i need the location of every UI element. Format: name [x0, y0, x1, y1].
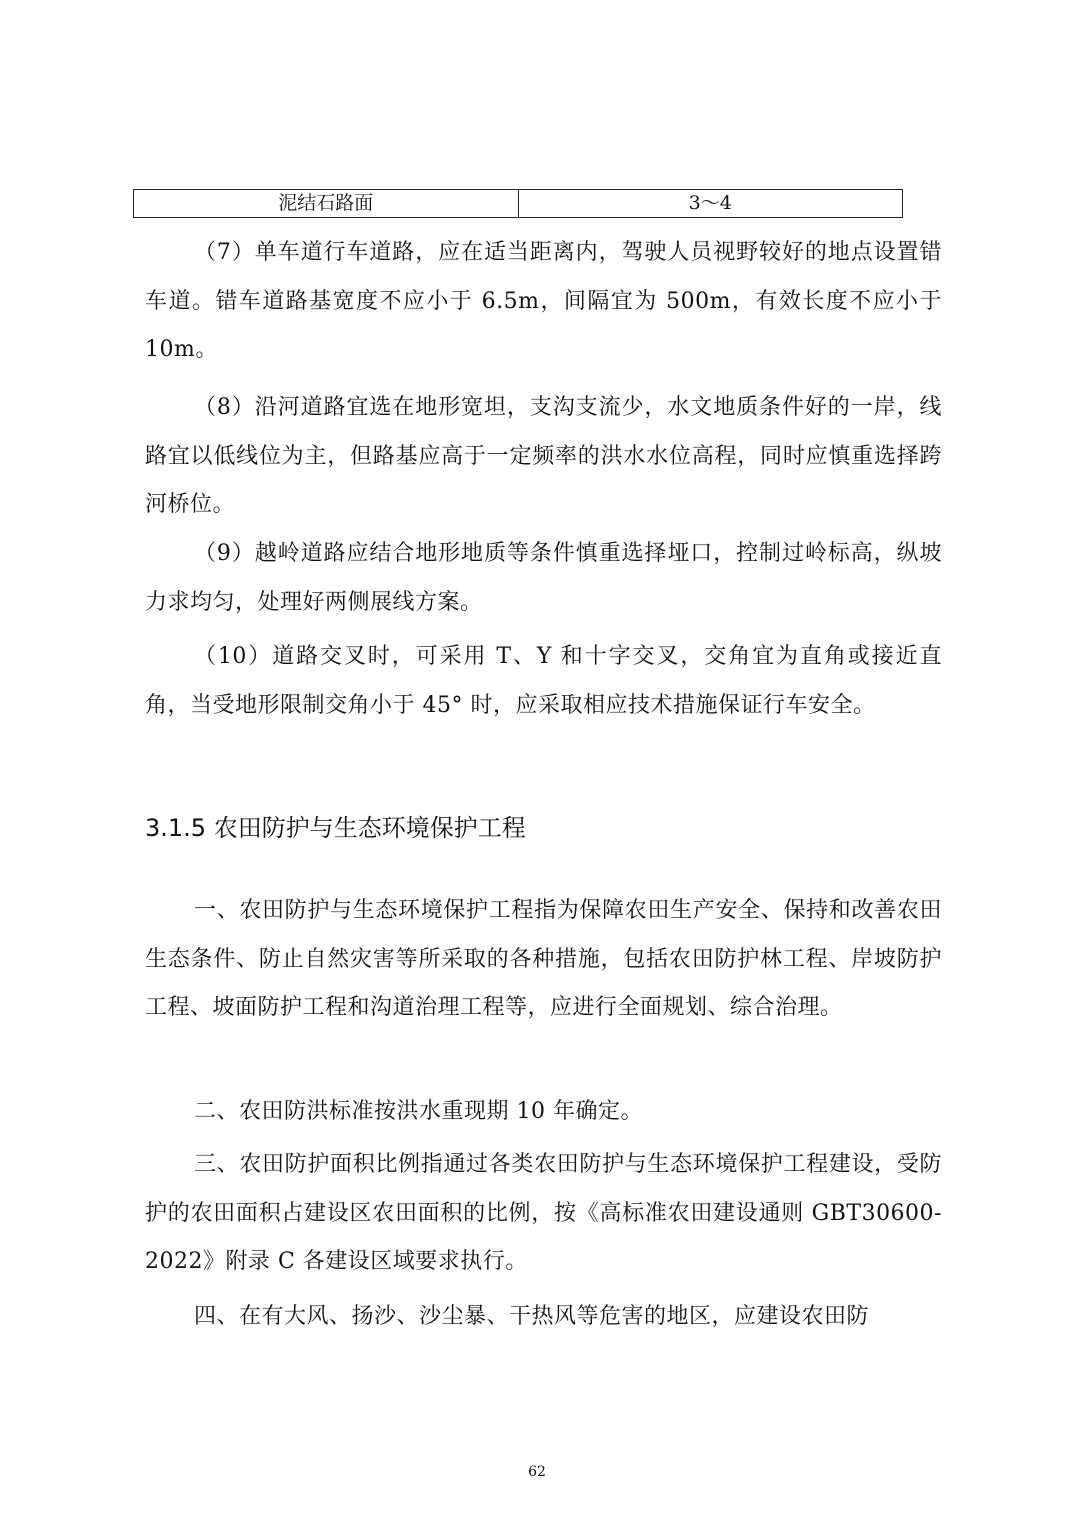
paragraph-three: 三、农田防护面积比例指通过各类农田防护与生态环境保护工程建设，受防护的农田面积占建设区农田面积的比例，按《高标准农田建设通则 GBT30600-2022》附录 C 各建设区域要求执行。	[145, 1152, 942, 1274]
page-number: 62	[528, 1464, 546, 1480]
paragraph-four: 四、在有大风、扬沙、沙尘暴、干热风等危害的地区，应建设农田防	[194, 1304, 870, 1329]
table-fragment	[133, 189, 903, 218]
paragraph-10: （10）道路交叉时，可采用 T、Y 和十字交叉，交角宜为直角或接近直角，当受地形限制交角小于 45° 时，应采取相应技术措施保证行车安全。	[145, 644, 942, 718]
table-cell-road-surface: 泥结石路面	[278, 192, 374, 214]
paragraph-two: 二、农田防洪标准按洪水重现期 10 年确定。	[194, 1099, 643, 1124]
paragraph-9: （9）越岭道路应结合地形地质等条件慎重选择垭口，控制过岭标高，纵坡力求均匀，处理好两侧展线方案。	[145, 541, 942, 615]
section-heading: 3.1.5 农田防护与生态环境保护工程	[145, 814, 526, 842]
paragraph-7: （7）单车道行车道路，应在适当距离内，驾驶人员视野较好的地点设置错车道。错车道路基宽度不应小于 6.5m，间隔宜为 500m，有效长度不应小于 10m。	[145, 240, 942, 362]
paragraph-8: （8）沿河道路宜选在地形宽坦，支沟支流少，水文地质条件好的一岸，线路宜以低线位为主，但路基应高于一定频率的洪水水位高程，同时应慎重选择跨河桥位。	[145, 395, 942, 517]
table-cell-value: 3～4	[518, 190, 903, 217]
paragraph-one: 一、农田防护与生态环境保护工程指为保障农田生产安全、保持和改善农田生态条件、防止自然灾害等所采取的各种措施，包括农田防护林工程、岸坡防护工程、坡面防护工程和沟道治理工程等，应进行全面规划、综合治理。	[145, 898, 942, 1020]
